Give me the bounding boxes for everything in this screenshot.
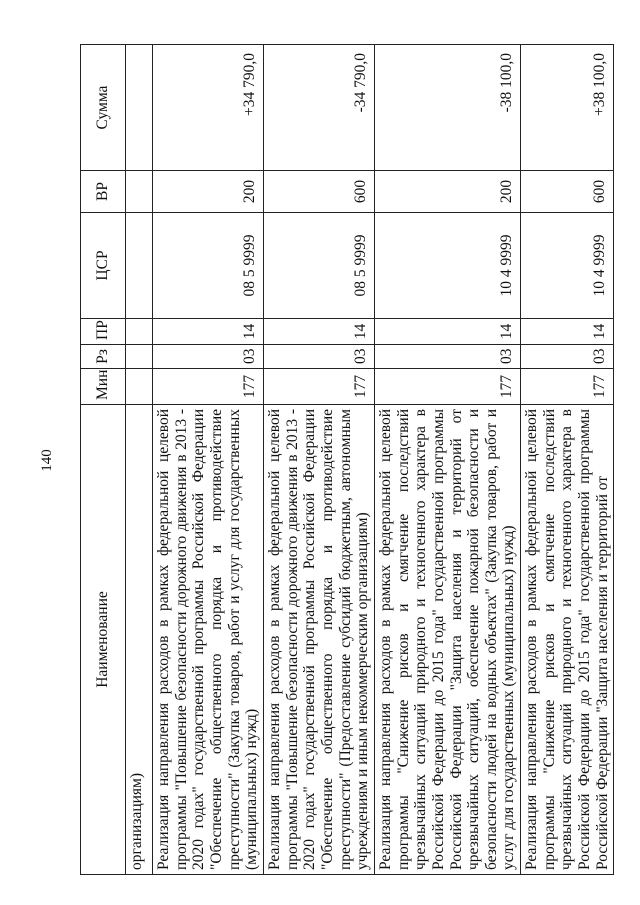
header-min: Мин [81,369,126,405]
row-vr: 200 [153,171,264,213]
row-csr: 10 4 9999 [374,213,520,319]
row-min: 177 [153,369,264,405]
row-min: 177 [374,369,520,405]
row-name: Реализация направления расходов в рамках федеральной целевой программы "Снижение рисков и смягчение последствий чрезвычайных ситуаций природного и техногенного характера в Российской Федерации до 2015 года" государственной программы Российской Федерации "Защита населения и территорий от чрезвычайных ситуаций, обеспечение пожарной безопасности и безопасности людей на водных объектах" (Закупка товаров, работ и услуг для государственных (муниципальных) нужд) [374,405,520,875]
table-row [263,45,374,875]
row-name: Реализация направления расходов в рамках федеральной целевой программы "Снижение рисков и смягчение последствий чрезвычайных ситуаций природного и техногенного характера в Российской Федерации до 2015 года" государственной программы Российской Федерации "Защита населения и территорий от [521,405,614,875]
row-sum: -38 100,0 [374,45,520,171]
rotated-page-content [80,45,611,875]
row-pr: 14 [153,319,264,345]
table-row [374,45,520,875]
header-vr: ВР [81,171,126,213]
table-row [126,45,153,875]
header-sum: Сумма [81,45,126,171]
row-csr: 08 5 9999 [153,213,264,319]
row-csr: 08 5 9999 [263,213,374,319]
table-row [153,45,264,875]
header-rz: Рз [81,345,126,369]
row-sum: +34 790,0 [153,45,264,171]
row-pr: 14 [374,319,520,345]
row-csr: 10 4 9999 [521,213,614,319]
row-rz: 03 [521,345,614,369]
row-name: Реализация направления расходов в рамках федеральной целевой программы "Повышение безопасности дорожного движения в 2013 - 2020 годах" государственной программы Российской Федерации "Обеспечение общественного порядка и противодействие преступности" (Закупка товаров, работ и услуг для государственных (муниципальных) нужд) [153,405,264,875]
row-min: 177 [263,369,374,405]
row-sum: +38 100,0 [521,45,614,171]
continuation-text: организациям) [126,405,153,875]
header-name: Наименование [81,405,126,875]
row-vr: 200 [374,171,520,213]
row-name: Реализация направления расходов в рамках федеральной целевой программы "Повышение безопасности дорожного движения в 2013 - 2020 годах" государственной программы Российской Федерации "Обеспечение общественного порядка и противодействие преступности" (Предоставление субсидий бюджетным, автономным учреждениям и иным некоммерческим организациям) [263,405,374,875]
row-vr: 600 [521,171,614,213]
header-pr: ПР [81,319,126,345]
row-pr: 14 [521,319,614,345]
row-pr: 14 [263,319,374,345]
budget-table [80,44,614,875]
table-row [521,45,614,875]
page-number: 140 [38,448,55,472]
row-vr: 600 [263,171,374,213]
row-rz: 03 [374,345,520,369]
row-min: 177 [521,369,614,405]
header-csr: ЦСР [81,213,126,319]
row-rz: 03 [263,345,374,369]
row-sum: -34 790,0 [263,45,374,171]
row-rz: 03 [153,345,264,369]
table-header-row [81,45,126,875]
